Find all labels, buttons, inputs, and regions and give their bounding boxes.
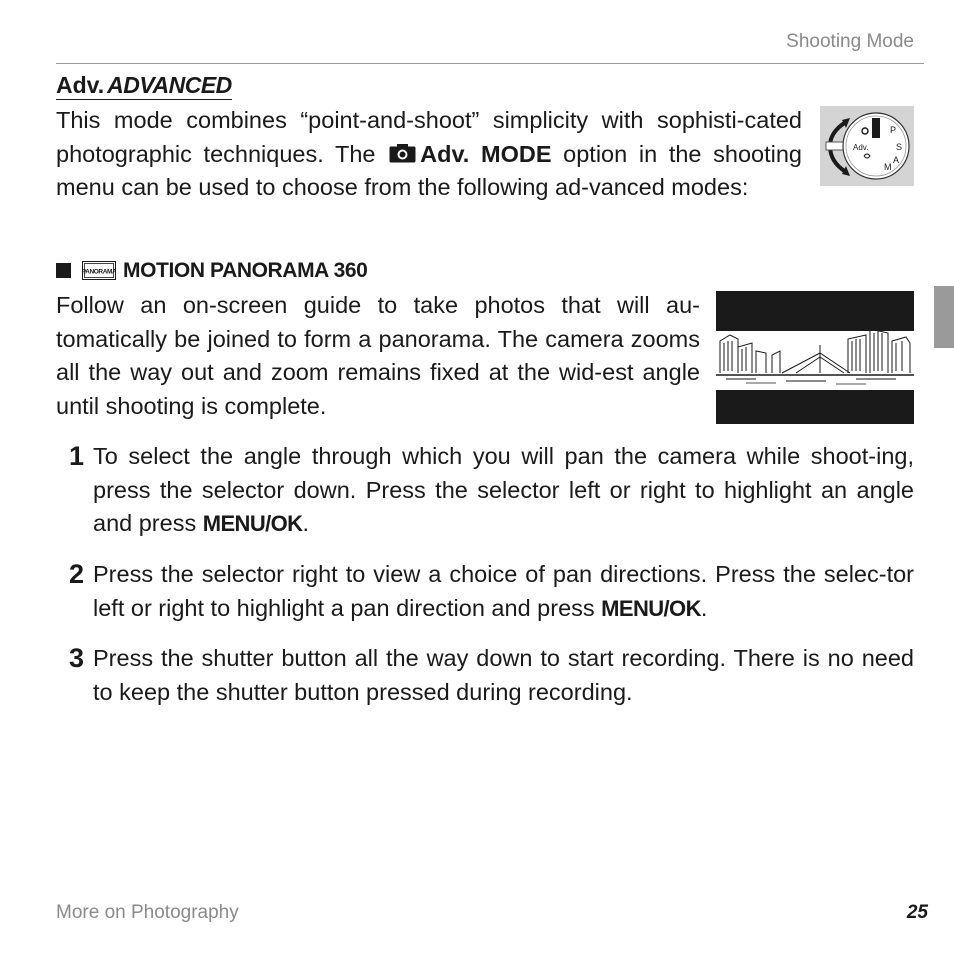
header-title: Shooting Mode	[786, 31, 914, 52]
panorama-icon-label: PANORAMA	[82, 268, 116, 276]
step-text	[93, 642, 914, 709]
subsection-heading	[56, 258, 367, 284]
section-heading	[56, 72, 232, 100]
page-number: 25	[906, 902, 928, 923]
step-number: 3	[69, 643, 85, 673]
subsection-title: MOTION PANORAMA 360	[123, 259, 368, 282]
panorama-icon	[82, 261, 116, 280]
dial-label-m: M	[884, 162, 892, 172]
intro-text-1: This mode combines “point-and-shoot” simplicity with sophisti-cated photographic techniques. The	[56, 107, 802, 167]
header-rule	[56, 63, 924, 64]
panorama-illustration	[716, 291, 914, 424]
dial-label-a: A	[893, 155, 900, 165]
step-text	[93, 440, 914, 541]
dial-label-p: P	[890, 125, 897, 135]
mode-dial-illustration	[820, 106, 914, 186]
chapter-tab	[934, 286, 954, 348]
intro-paragraph	[56, 104, 802, 205]
step-number: 2	[69, 559, 85, 589]
mode-dial-icon	[820, 106, 914, 186]
step-number: 1	[69, 441, 85, 471]
step-text	[93, 558, 914, 625]
mode-name: ADVANCED	[107, 72, 232, 98]
footer-section: More on Photography	[56, 902, 239, 923]
step-text-body: To select the angle through which you will pan the camera while shoot-ing, press the selector down. Press the selector left or right to highlight an angle and press	[93, 443, 914, 536]
menu-ok-button-label: MENU/OK	[202, 511, 303, 536]
step-text-end: .	[302, 510, 309, 536]
step-text-body: Press the shutter button all the way down to start recording. There is no need to keep the shutter button pressed during recording.	[93, 645, 914, 705]
step-text-body: Press the selector right to view a choice of pan directions. Press the selec-tor left or right to highlight a pan direction and press	[93, 561, 914, 621]
dial-label-adv: Adv.	[853, 143, 869, 152]
step-list	[56, 440, 914, 720]
step-text-end: .	[700, 594, 708, 621]
bullet-square	[56, 263, 71, 278]
dial-label-s: S	[896, 142, 903, 152]
menu-ok-button-label: MENU/OK	[601, 595, 701, 621]
intro-option: Adv. MODE	[420, 140, 552, 167]
intro-text-2: option in the shooting menu can be used to choose from the following ad-vanced modes:	[56, 140, 802, 200]
panorama-description: Follow an on-screen guide to take photos that will au-tomatically be joined to form a panorama. The camera zooms all the way out and zoom remains fixed at the wid-est angle until shooting is complete.	[56, 292, 700, 419]
camera-icon	[389, 144, 416, 163]
mode-code: Adv.	[56, 72, 105, 98]
